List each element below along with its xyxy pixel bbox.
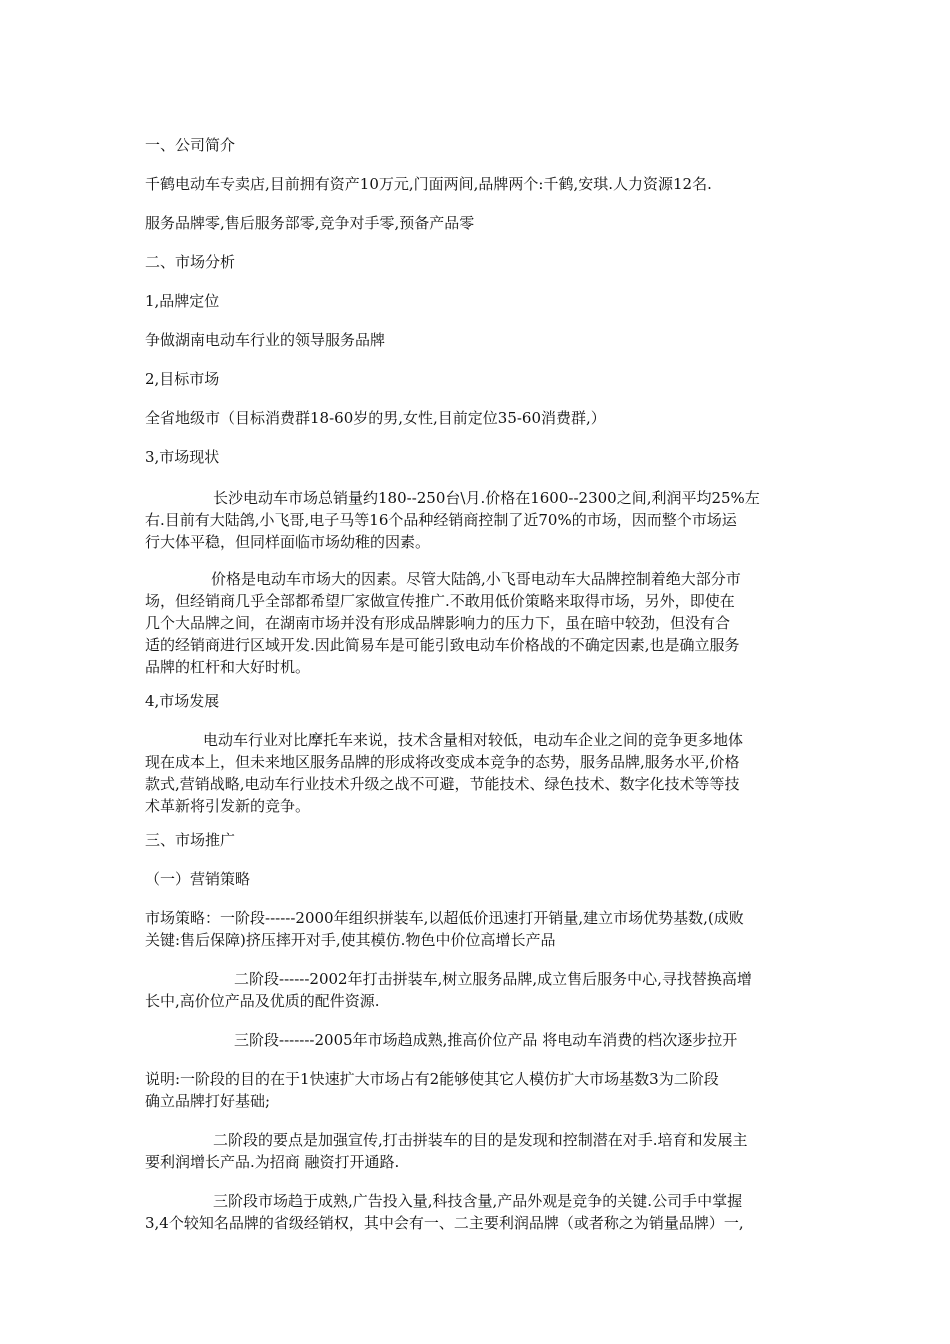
- paragraph-market-development-line: 现在成本上，但未来地区服务品牌的形成将改变成本竞争的态势，服务品牌,服务水平,价格: [145, 753, 740, 771]
- paragraph-strategy-phase-three: 三阶段-------2005年市场趋成熟,推高价位产品 将电动车消费的档次逐步拉开: [234, 1031, 738, 1049]
- subheading-marketing-strategy: （一）营销策略: [145, 870, 251, 888]
- paragraph-explanation-phase-three-line: 三阶段市场趋于成熟,广告投入量,科技含量,产品外观是竞争的关键.公司手中掌握: [213, 1192, 743, 1210]
- paragraph-market-status-line: 长沙电动车市场总销量约180--250台\月.价格在1600--2300之间,利润平均25%左: [213, 489, 760, 507]
- subheading-market-development: 4,市场发展: [145, 692, 220, 710]
- paragraph-explanation-phase-two-line: 二阶段的要点是加强宣传,打击拼装车的目的是发现和控制潜在对手.培育和发展主: [213, 1131, 748, 1149]
- section-heading-company-intro: 一、公司简介: [145, 136, 236, 154]
- subheading-market-status: 3,市场现状: [145, 448, 220, 466]
- paragraph-company-assets: 千鹤电动车专卖店,目前拥有资产10万元,门面两间,品牌两个:千鹤,安琪.人力资源12名.: [145, 175, 712, 193]
- paragraph-price-factor-line: 场，但经销商几乎全部都希望厂家做宣传推广.不敢用低价策略来取得市场，另外，即使在: [145, 592, 735, 610]
- paragraph-brand-positioning: 争做湖南电动车行业的领导服务品牌: [145, 331, 386, 349]
- paragraph-strategy-phase-two-line: 长中,高价位产品及优质的配件资源.: [145, 992, 380, 1010]
- paragraph-market-development-line: 术革新将引发新的竞争。: [145, 797, 311, 815]
- paragraph-market-development-line: 款式,营销战略,电动车行业技术升级之战不可避，节能技术、绿色技术、数字化技术等等技: [145, 775, 740, 793]
- paragraph-explanation-phase-one-line: 说明:一阶段的目的在于1快速扩大市场占有2能够使其它人模仿扩大市场基数3为二阶段: [145, 1070, 719, 1088]
- paragraph-service-status: 服务品牌零,售后服务部零,竞争对手零,预备产品零: [145, 214, 475, 232]
- section-heading-market-promotion: 三、市场推广: [145, 831, 236, 849]
- paragraph-price-factor-line: 品牌的杠杆和大好时机。: [145, 658, 311, 676]
- subheading-target-market: 2,目标市场: [145, 370, 220, 388]
- paragraph-price-factor-line: 价格是电动车市场大的因素。尽管大陆鸽,小飞哥电动车大品牌控制着绝大部分市: [211, 570, 741, 588]
- paragraph-market-status-line: 右.目前有大陆鸽,小飞哥,电子马等16个品种经销商控制了近70%的市场，因而整个市场运: [145, 511, 737, 529]
- paragraph-explanation-phase-three-line: 3,4个较知名品牌的省级经销权，其中会有一、二主要利润品牌（或者称之为销量品牌）一,: [145, 1214, 744, 1232]
- paragraph-market-status-line: 行大体平稳，但同样面临市场幼稚的因素。: [145, 533, 431, 551]
- paragraph-market-development-line: 电动车行业对比摩托车来说，技术含量相对较低，电动车企业之间的竞争更多地体: [203, 731, 744, 749]
- paragraph-strategy-phase-one-line: 市场策略：一阶段------2000年组织拼装车,以超低价迅速打开销量,建立市场优势基数,(成败: [145, 909, 744, 927]
- paragraph-price-factor-line: 几个大品牌之间，在湖南市场并没有形成品牌影响力的压力下，虽在暗中较劲，但没有合: [145, 614, 731, 632]
- paragraph-explanation-phase-two-line: 要利润增长产品.为招商 融资打开通路.: [145, 1153, 400, 1171]
- paragraph-target-market: 全省地级市（目标消费群18-60岁的男,女性,目前定位35-60消费群,）: [145, 409, 606, 427]
- paragraph-price-factor-line: 适的经销商进行区域开发.因此简易车是可能引致电动车价格战的不确定因素,也是确立服务: [145, 636, 740, 654]
- paragraph-strategy-phase-two-line: 二阶段------2002年打击拼装车,树立服务品牌,成立售后服务中心,寻找替换高增: [234, 970, 752, 988]
- section-heading-market-analysis: 二、市场分析: [145, 253, 236, 271]
- subheading-brand-positioning: 1,品牌定位: [145, 292, 220, 310]
- paragraph-explanation-phase-one-line: 确立品牌打好基础;: [145, 1092, 271, 1110]
- paragraph-strategy-phase-one-line: 关键:售后保障)挤压摔开对手,使其模仿.物色中价位高增长产品: [145, 931, 556, 949]
